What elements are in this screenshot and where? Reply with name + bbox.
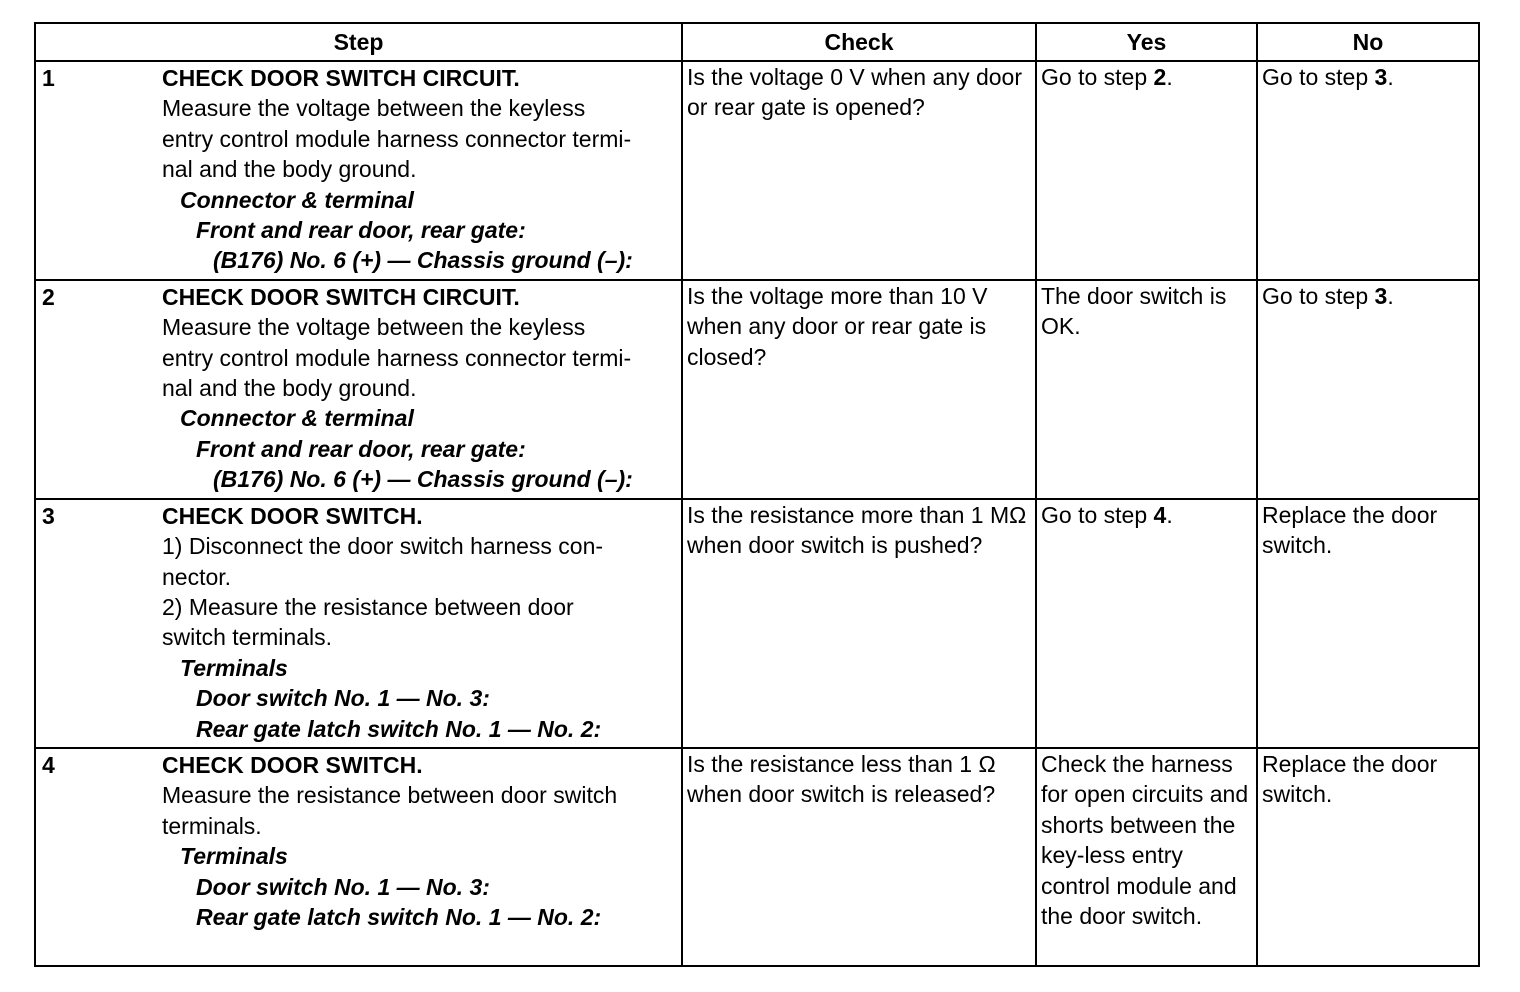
check-text: Is the voltage 0 V when any door or rear gate is opened? [687,64,1022,121]
step-text: switch terminals. [162,624,332,651]
check-text: Is the voltage more than 10 V when any door or rear gate is closed? [687,282,988,370]
yes-suffix: . [1166,64,1173,90]
header-row [35,23,1479,61]
step-text: nector. [162,563,232,590]
header-step: Step [35,23,682,61]
step-cell [35,280,682,499]
step-text: entry control module harness connector termi- [162,125,632,152]
header-check: Check [682,23,1036,61]
step-text: entry control module harness connector termi- [162,344,632,371]
step-text: Measure the voltage between the keyless [162,314,586,341]
spec-item: Rear gate latch switch No. 1 — No. 2: [196,715,602,742]
spec-item: Door switch No. 1 — No. 3: [196,873,490,900]
check-cell [682,61,1036,280]
check-text: Is the resistance less than 1 Ω when door switch is released? [687,750,996,808]
spec-item: Rear gate latch switch No. 1 — No. 2: [196,903,602,930]
header-no: No [1257,23,1479,61]
no-step-ref: 3 [1374,64,1388,90]
table-row [35,61,1479,280]
yes-text: Check the harness for open circuits and shorts between the key-less entry control module and the door switch. [1041,750,1249,929]
header-yes: Yes [1036,23,1257,61]
no-prefix: Go to step [1262,282,1375,309]
step-cell [35,499,682,748]
step-text: Measure the voltage between the keyless [162,95,586,122]
step-number: 2 [42,283,55,310]
no-cell [1257,61,1479,280]
spec-heading: Terminals [180,654,288,681]
no-cell [1257,280,1479,499]
no-step-ref: 3 [1374,282,1388,309]
spec-heading: Connector & terminal [180,405,414,432]
spec-sub: Front and rear door, rear gate: [196,217,526,244]
step-text: 2) Measure the resistance between door [162,593,574,620]
step-cell [35,61,682,280]
step-title: CHECK DOOR SWITCH CIRCUIT. [162,283,520,310]
yes-step-ref: 4 [1153,501,1167,528]
no-text: Replace the door switch. [1262,501,1438,559]
step-title: CHECK DOOR SWITCH CIRCUIT. [162,65,520,91]
step-cell [35,748,682,966]
yes-prefix: Go to step [1041,501,1154,528]
table-row [35,748,1479,966]
spec-sub: Front and rear door, rear gate: [196,435,526,462]
step-number: 1 [42,65,55,91]
check-cell [682,748,1036,966]
diagnostic-table [34,22,1480,967]
step-title: CHECK DOOR SWITCH. [162,502,423,529]
step-text: nal and the body ground. [162,375,417,402]
spec-heading: Connector & terminal [180,186,414,213]
spec-value: (B176) No. 6 (+) — Chassis ground (–): [213,247,633,274]
yes-cell [1036,61,1257,280]
step-text: terminals. [162,812,262,839]
check-cell [682,280,1036,499]
check-text: Is the resistance more than 1 MΩ when door switch is pushed? [687,501,1027,559]
yes-prefix: Go to step [1041,64,1154,90]
no-cell [1257,499,1479,748]
step-text: Measure the resistance between door switch [162,782,618,809]
no-cell [1257,748,1479,966]
yes-cell [1036,748,1257,966]
table-row [35,280,1479,499]
table-row [35,499,1479,748]
step-number: 4 [42,751,55,778]
no-suffix: . [1387,282,1394,309]
yes-cell [1036,499,1257,748]
no-text: Replace the door switch. [1262,750,1438,808]
step-text: 1) Disconnect the door switch harness con- [162,533,604,560]
spec-item: Door switch No. 1 — No. 3: [196,685,490,712]
step-number: 3 [42,502,55,529]
step-text: nal and the body ground. [162,156,417,183]
yes-step-ref: 2 [1153,64,1167,90]
step-title: CHECK DOOR SWITCH. [162,751,423,778]
spec-value: (B176) No. 6 (+) — Chassis ground (–): [213,466,633,493]
no-suffix: . [1387,64,1394,90]
no-prefix: Go to step [1262,64,1375,90]
spec-heading: Terminals [180,843,288,870]
yes-suffix: . [1166,501,1173,528]
yes-text: The door switch is OK. [1041,282,1227,340]
yes-cell [1036,280,1257,499]
check-cell [682,499,1036,748]
